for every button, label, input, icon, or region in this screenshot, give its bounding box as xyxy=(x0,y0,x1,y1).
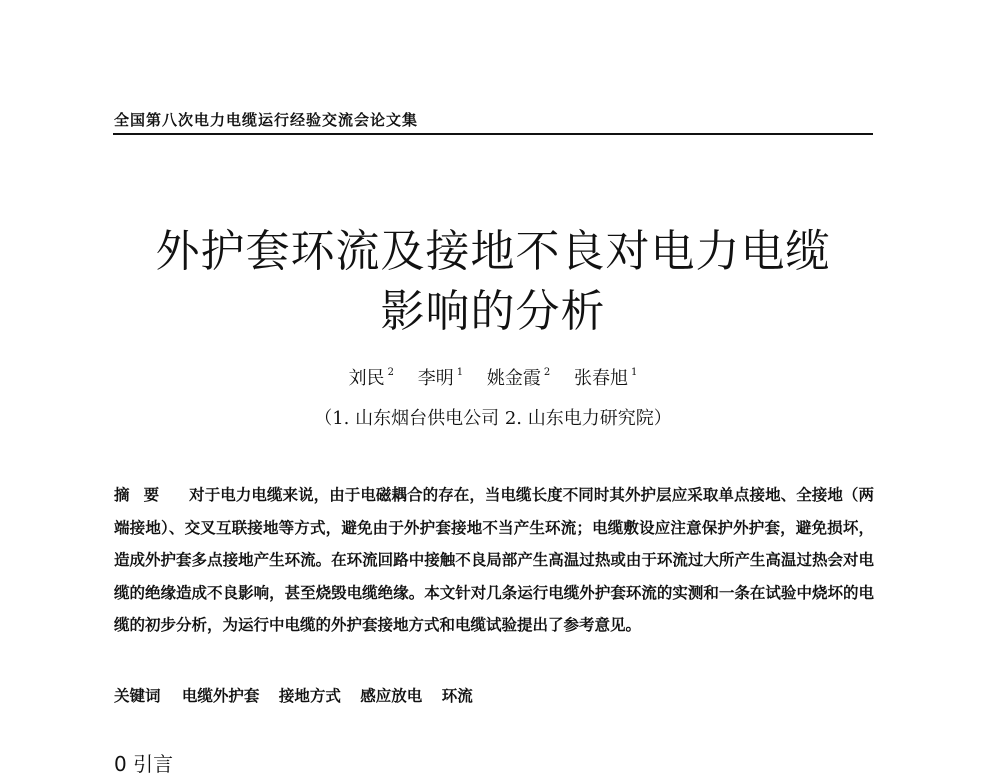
keyword: 环流 xyxy=(441,686,473,705)
author xyxy=(418,368,463,389)
abstract-label: 摘要 xyxy=(114,486,174,504)
paper-title-line-1: 外护套环流及接地不良对电力电缆 xyxy=(155,226,831,277)
keyword: 接地方式 xyxy=(278,686,341,705)
keywords-label: 关键词 xyxy=(114,687,161,705)
author-affiliation-mark: 2 xyxy=(387,367,395,378)
author xyxy=(487,368,550,389)
author-name: 李明 xyxy=(417,368,454,389)
author-affiliation-mark: 1 xyxy=(456,367,464,378)
keyword: 电缆外护套 xyxy=(181,686,260,705)
author xyxy=(574,368,637,389)
author-name: 张春旭 xyxy=(573,368,628,389)
keywords xyxy=(114,684,874,706)
paper-title xyxy=(113,222,873,342)
author xyxy=(349,368,394,389)
author-affiliation-mark: 2 xyxy=(543,367,551,378)
author-name: 姚金霞 xyxy=(486,368,541,389)
author-name: 刘民 xyxy=(348,368,385,389)
affiliations: （1. 山东烟台供电公司 2. 山东电力研究院） xyxy=(314,408,672,429)
abstract xyxy=(114,479,874,642)
author-list xyxy=(113,364,873,390)
author-affiliation-mark: 1 xyxy=(630,367,638,378)
running-header: 全国第八次电力电缆运行经验交流会论文集 xyxy=(114,111,419,129)
paper-title-line-2: 影响的分析 xyxy=(380,286,606,337)
header-rule xyxy=(113,133,873,135)
abstract-text: 对于电力电缆来说，由于电磁耦合的存在，当电缆长度不同时其外护层应采取单点接地、全接地（两端接地）、交叉互联接地等方式，避免由于外护套接地不当产生环流；电缆敷设应注意保护外护套，避免损坏，造成外护套多点接地产生环流。在环流回路中接触不良局部产生高温过热或由于环流过大所产生高温过热会对电缆的绝缘造成不良影响，甚至烧毁电缆绝缘。本文针对几条运行电缆外护套环流的实测和一条在试验中烧坏的电缆的初步分析，为运行中电缆的外护套接地方式和电缆试验提出了参考意见。 xyxy=(114,485,874,635)
keyword: 感应放电 xyxy=(360,686,423,705)
section-heading: 0 引言 xyxy=(114,752,174,776)
